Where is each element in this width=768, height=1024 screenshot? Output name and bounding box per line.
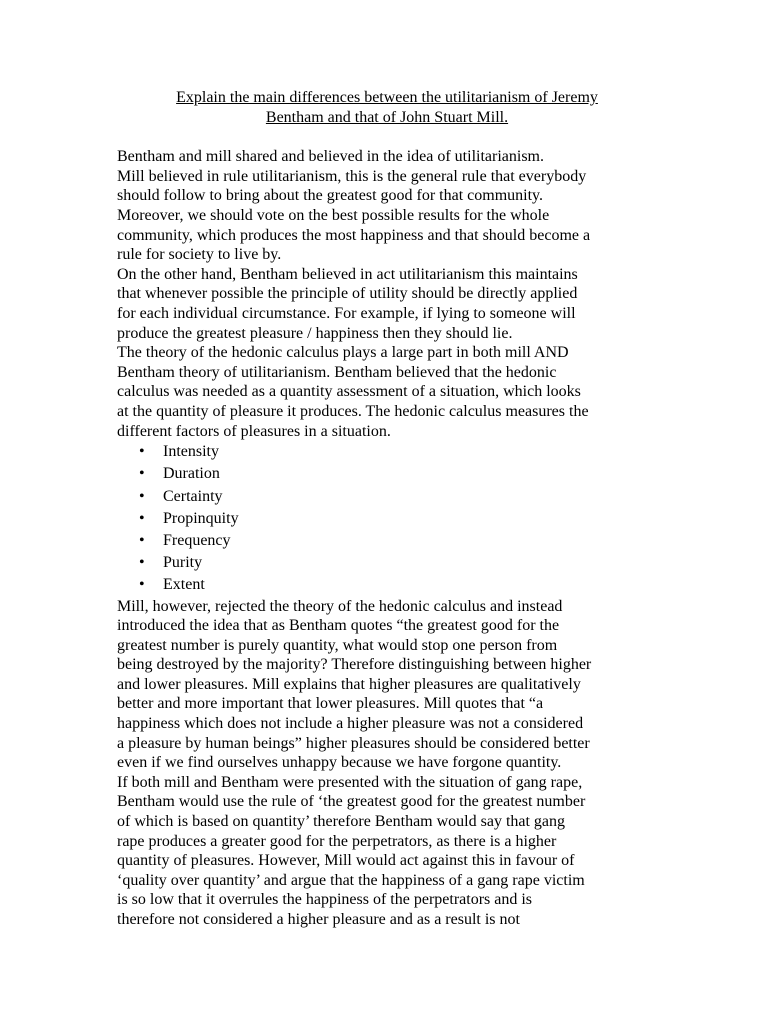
text-line: Moreover, we should vote on the best possible results for the whole xyxy=(117,206,550,224)
body-after-list xyxy=(117,597,657,930)
text-line: better and more important that lower pleasures. Mill quotes that “a xyxy=(117,695,544,713)
text-line: If both mill and Bentham were presented with the situation of gang rape, xyxy=(117,773,583,791)
bullet-icon: • xyxy=(139,576,145,594)
text-line: Bentham theory of utilitarianism. Bentham believed that the hedonic xyxy=(117,363,557,381)
text-line: different factors of pleasures in a situation. xyxy=(117,422,391,440)
text-line: and lower pleasures. Mill explains that higher pleasures are qualitatively xyxy=(117,675,581,693)
paragraph xyxy=(117,773,657,930)
text-line: should follow to bring about the greatest good for that community. xyxy=(117,187,543,205)
text-line: calculus was needed as a quantity assessment of a situation, which looks xyxy=(117,383,581,401)
text-line: being destroyed by the majority? Therefore distinguishing between higher xyxy=(117,656,592,674)
text-line: a pleasure by human beings” higher pleasures should be considered better xyxy=(117,734,590,752)
title-line: Bentham and that of John Stuart Mill. xyxy=(265,108,509,126)
text-line: therefore not considered a higher pleasure and as a result is not xyxy=(117,911,520,929)
paragraph xyxy=(117,167,657,265)
list-item xyxy=(117,552,657,574)
list-item-label: Extent xyxy=(163,576,205,594)
paragraph xyxy=(117,597,657,773)
text-line: greatest number is purely quantity, what would stop one person from xyxy=(117,636,558,654)
text-line: Bentham and mill shared and believed in the idea of utilitarianism. xyxy=(117,148,544,166)
bullet-icon: • xyxy=(139,487,145,505)
list-item-label: Certainty xyxy=(163,487,223,505)
document-title xyxy=(117,88,657,127)
text-line: that whenever possible the principle of utility should be directly applied xyxy=(117,285,578,303)
text-line: happiness which does not include a higher pleasure was not a considered xyxy=(117,715,584,733)
paragraph xyxy=(117,265,657,343)
title-line: Explain the main differences between the utilitarianism of Jeremy xyxy=(176,89,598,106)
bullet-icon: • xyxy=(139,531,145,549)
list-item xyxy=(117,463,657,485)
list-item xyxy=(117,574,657,596)
list-item xyxy=(117,530,657,552)
list-item xyxy=(117,441,657,463)
list-item-label: Intensity xyxy=(163,443,219,461)
text-line: ‘quality over quantity’ and argue that the happiness of a gang rape victim xyxy=(117,871,585,889)
text-line: quantity of pleasures. However, Mill would act against this in favour of xyxy=(117,852,575,870)
paragraph xyxy=(117,343,657,441)
text-line: rule for society to live by. xyxy=(117,246,282,264)
text-line: Mill believed in rule utilitarianism, this is the general rule that everybody xyxy=(117,167,587,185)
bullet-icon: • xyxy=(139,554,145,572)
text-line: for each individual circumstance. For example, if lying to someone will xyxy=(117,304,576,322)
text-line: rape produces a greater good for the perpetrators, as there is a higher xyxy=(117,832,557,850)
hedonic-factors-list xyxy=(117,441,657,596)
bullet-icon: • xyxy=(139,465,145,483)
list-item-label: Frequency xyxy=(163,531,231,549)
paragraph xyxy=(117,147,657,167)
list-item xyxy=(117,486,657,508)
list-item-label: Duration xyxy=(163,465,220,483)
text-line: Mill, however, rejected the theory of the hedonic calculus and instead xyxy=(117,597,563,615)
text-line: The theory of the hedonic calculus plays a large part in both mill AND xyxy=(117,344,569,362)
text-line: of which is based on quantity’ therefore Bentham would say that gang xyxy=(117,813,566,831)
list-item xyxy=(117,508,657,530)
document-page xyxy=(117,88,657,930)
text-line: at the quantity of pleasure it produces. The hedonic calculus measures the xyxy=(117,402,589,420)
bullet-icon: • xyxy=(139,443,145,461)
text-line: On the other hand, Bentham believed in act utilitarianism this maintains xyxy=(117,265,578,283)
body-before-list xyxy=(117,147,657,441)
text-line: community, which produces the most happiness and that should become a xyxy=(117,226,591,244)
list-item-label: Purity xyxy=(163,554,203,572)
text-line: even if we find ourselves unhappy because we have forgone quantity. xyxy=(117,754,562,772)
text-line: introduced the idea that as Bentham quotes “the greatest good for the xyxy=(117,617,560,635)
text-line: is so low that it overrules the happiness of the perpetrators and is xyxy=(117,891,533,909)
text-line: produce the greatest pleasure / happiness then they should lie. xyxy=(117,324,513,342)
bullet-icon: • xyxy=(139,509,145,527)
text-line: Bentham would use the rule of ‘the greatest good for the greatest number xyxy=(117,793,586,811)
list-item-label: Propinquity xyxy=(163,509,239,527)
